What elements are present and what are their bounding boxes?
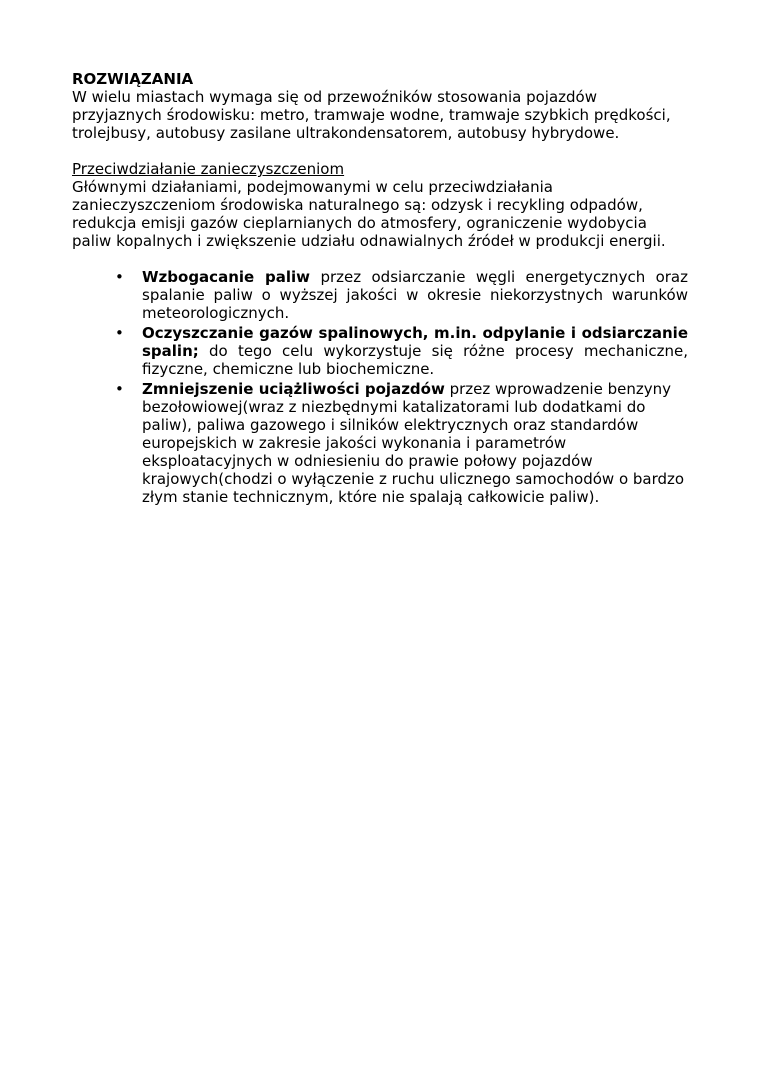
bullet-text: do tego celu wykorzystuje się różne procesy mechaniczne, fizyczne, chemiczne lub biochemiczne. — [142, 342, 688, 378]
page-heading: ROZWIĄZANIA — [72, 70, 194, 88]
list-item — [72, 324, 688, 378]
bullet-bold-text: Oczyszczanie gazów spalinowych, m.in. odpylanie i odsiarczanie spalin; — [142, 324, 688, 360]
intro-paragraph: W wielu miastach wymaga się od przewoźników stosowania pojazdów przyjaznych środowisku: metro, tramwaje wodne, tramwaje szybkich prędkości, trolejbusy, autobusy zasilane ultrakondensatorem, autobusy hybrydowe. — [72, 88, 671, 142]
bullet-icon: • — [115, 380, 124, 398]
bullet-icon: • — [115, 268, 124, 286]
bullet-text: przez wprowadzenie benzyny bezołowiowej(wraz z niezbędnymi katalizatorami lub dodatkami do paliw), paliwa gazowego i silników elektrycznych oraz standardów europejskich w zakresie jakości wykonania i parametrów eksploatacyjnych w odniesieniu do prawie połowy pojazdów krajowych(chodzi o wyłączenie z ruchu ulicznego samochodów o bardzo złym stanie technicznym, które nie spalają całkowicie paliw). — [142, 380, 685, 506]
section-paragraph: Głównymi działaniami, podejmowanymi w celu przeciwdziałania zanieczyszczeniom środowiska naturalnego są: odzysk i recykling odpadów, redukcja emisji gazów cieplarnianych do atmosfery, ograniczenie wydobycia paliw kopalnych i zwiększenie udziału odnawialnych źródeł w produkcji energii. — [72, 178, 666, 250]
document-page — [72, 70, 688, 508]
list-item — [72, 268, 688, 322]
bullet-bold-text: Zmniejszenie uciążliwości pojazdów — [142, 380, 445, 398]
bullet-list — [72, 268, 688, 506]
bullet-bold-text: Wzbogacanie paliw — [142, 268, 311, 286]
bullet-text: przez odsiarczanie węgli energetycznych oraz spalanie paliw o wyższej jakości w okresie niekorzystnych warunków meteorologicznych. — [142, 268, 688, 322]
bullet-icon: • — [115, 324, 124, 342]
section-title: Przeciwdziałanie zanieczyszczeniom — [72, 160, 345, 178]
list-item — [72, 380, 688, 506]
